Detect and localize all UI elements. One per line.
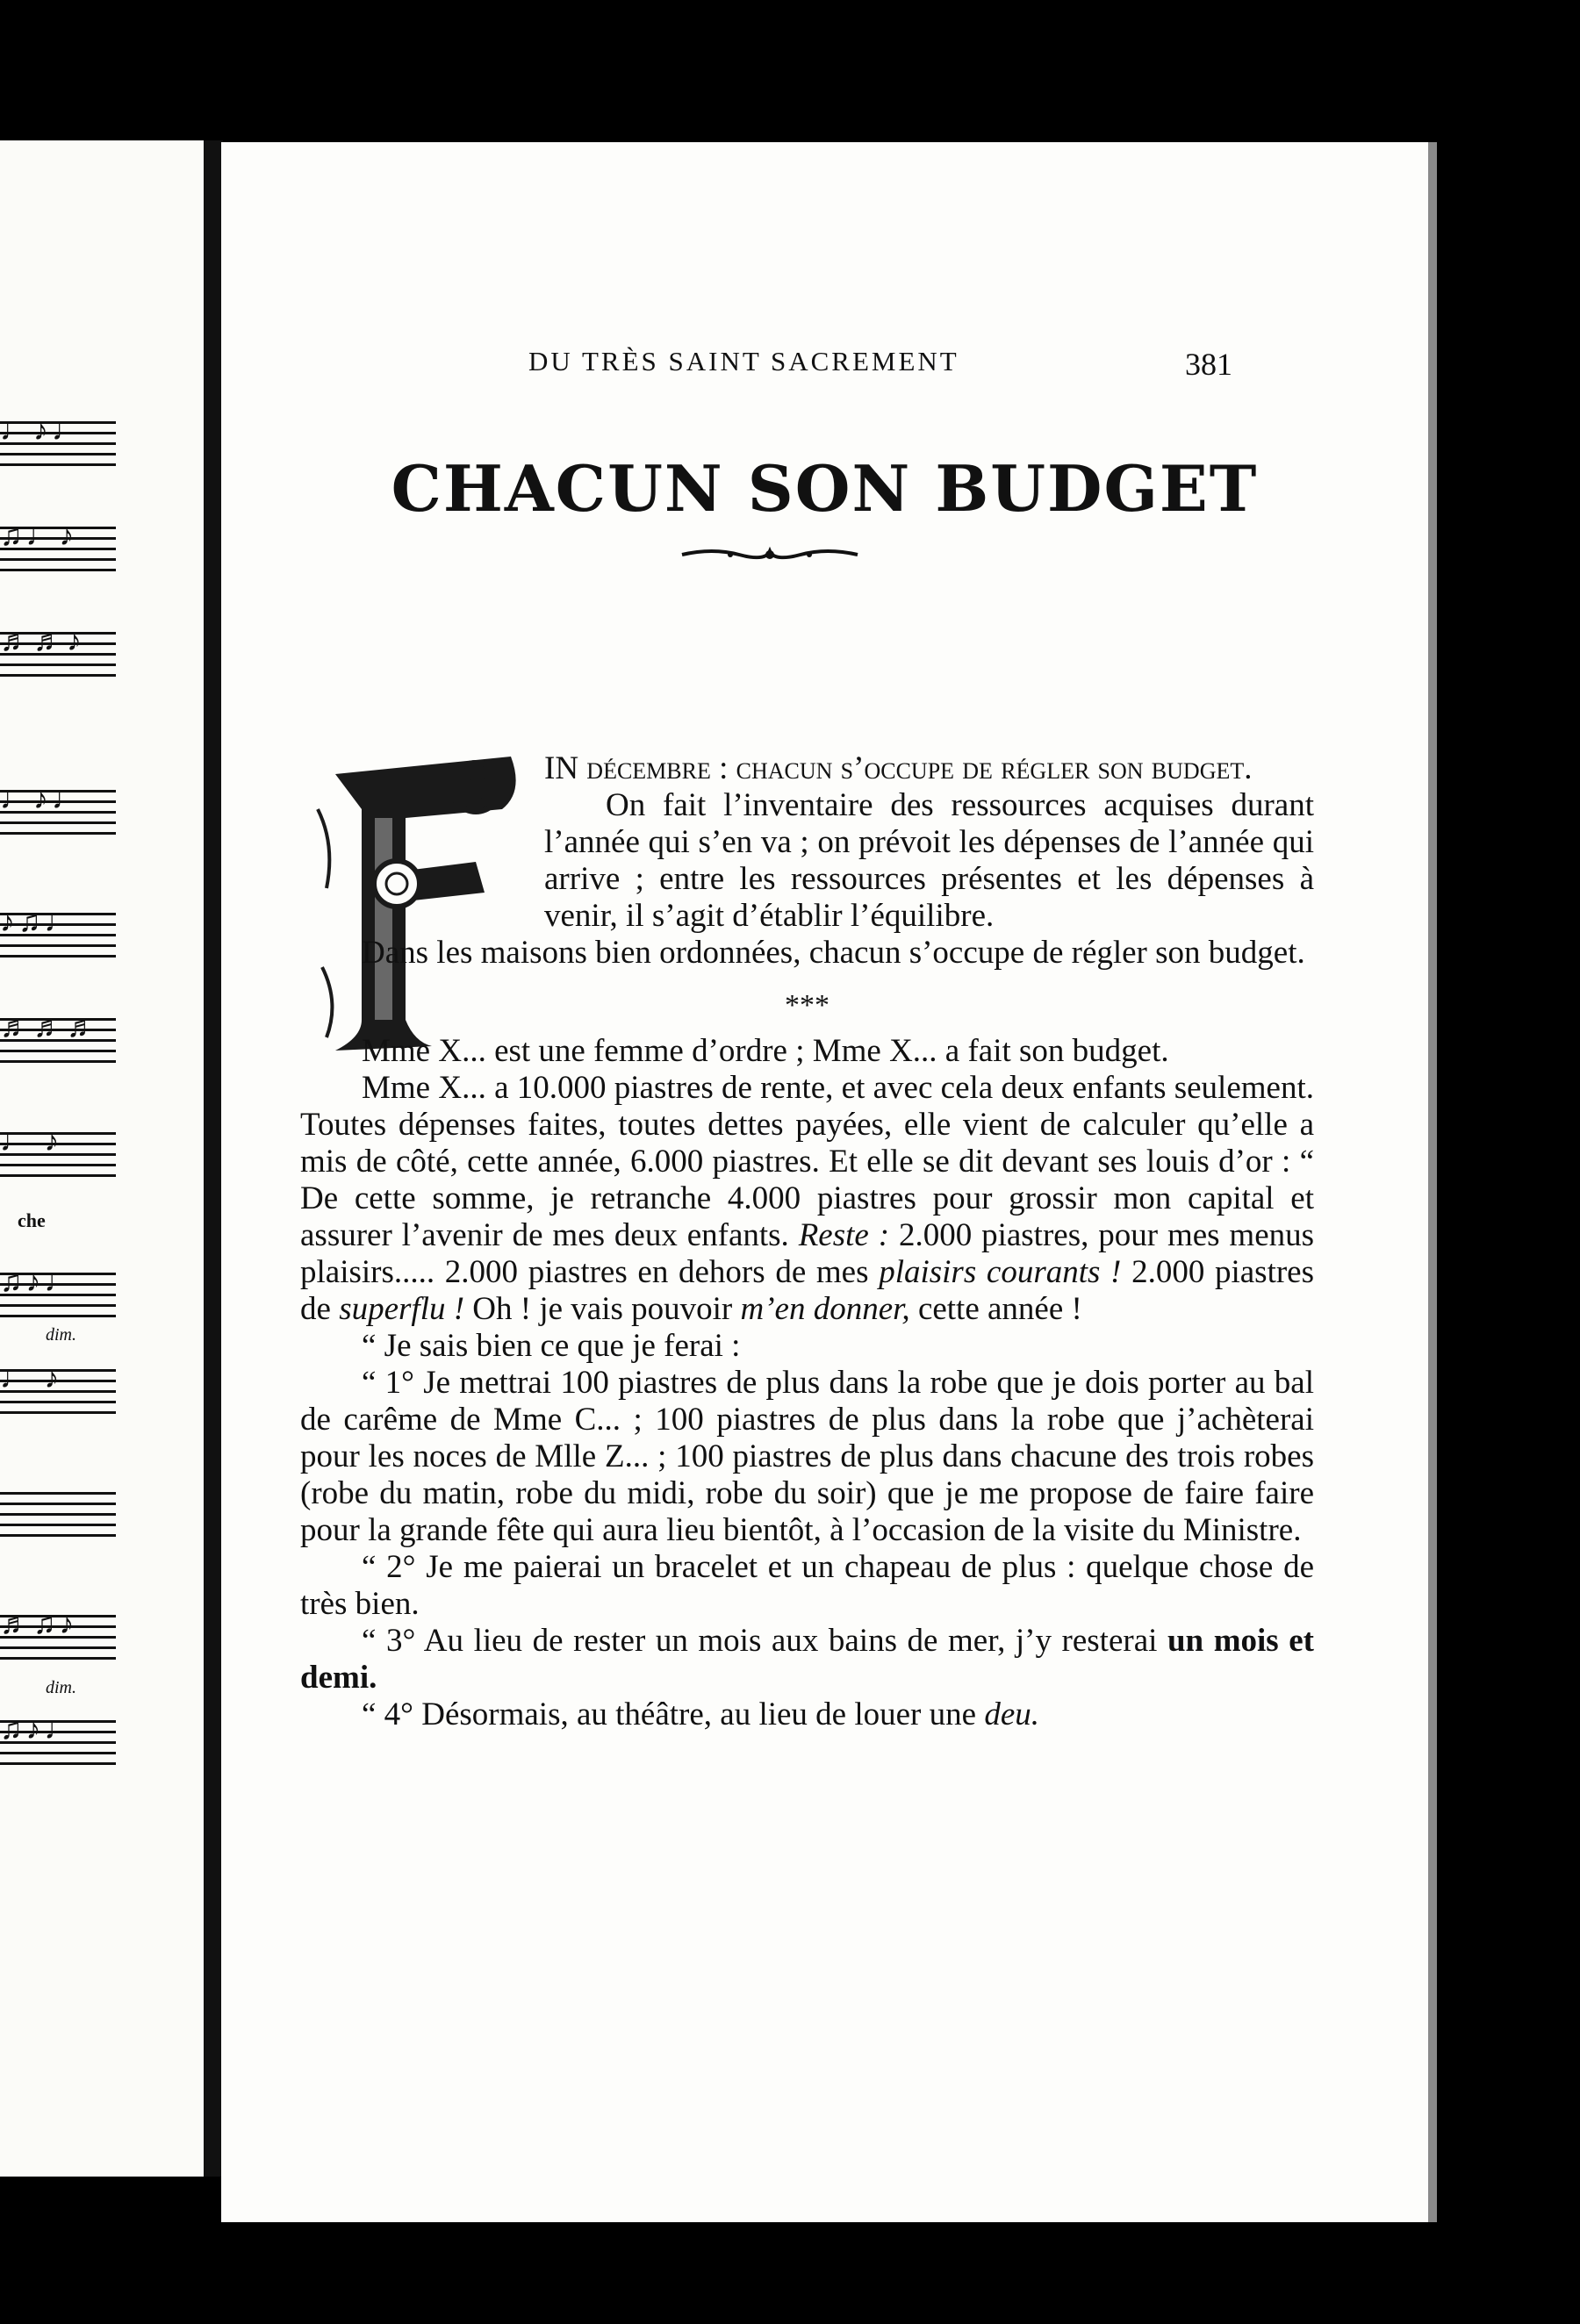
paragraph (300, 1696, 1314, 1733)
paragraph: Mme X... est une femme d’ordre ; Mme X... a fait son budget. (362, 1033, 1169, 1069)
music-staff: ♬♫♪ (0, 1615, 116, 1668)
music-staff: ♬♬♬ (0, 1018, 116, 1071)
book-page (221, 142, 1437, 2222)
text-run: “ 4° Désormais, au théâtre, au lieu de louer une (362, 1696, 977, 1732)
text-run: Oh ! je vais pouvoir (472, 1291, 733, 1327)
music-staff: ♪♫♩ (0, 913, 116, 965)
section-separator: *** (785, 989, 830, 1022)
emphasis: plaisirs courants ! (879, 1254, 1122, 1290)
dynamics-marking: dim. (46, 1678, 76, 1697)
emphasis: Reste : (798, 1217, 890, 1253)
scan-background (1440, 0, 1580, 2324)
paragraph: Dans les maisons bien ordonnées, chacun s’occupe de régler son budget. (362, 935, 1305, 971)
emphasis: m’en donner, (740, 1291, 910, 1327)
paragraph (544, 750, 1314, 787)
paragraph: “ Je sais bien ce que je ferai : (362, 1328, 741, 1364)
text-run: 2.000 piastres de (300, 1254, 1315, 1327)
running-header: DU TRÈS SAINT SACREMENT (528, 346, 959, 377)
facing-page-music-score (0, 140, 204, 2177)
text-run: 2.000 piastres, pour mes menus plaisirs..... 2.000 piastres en dehors de mes (300, 1217, 1315, 1290)
dynamics-marking: dim. (46, 1325, 76, 1345)
chapter-title: CHACUN SON BUDGET (391, 451, 1259, 526)
text-run: “ 3° Au lieu de rester un mois aux bains de mer, j’y resterai (362, 1623, 1158, 1659)
emphasis: superflu ! (339, 1291, 465, 1327)
emphasis: un mois et demi. (300, 1623, 1315, 1696)
music-staff: ♫♪♩ (0, 1720, 116, 1773)
ornament-divider-icon (678, 544, 862, 565)
text-run: cette année ! (917, 1291, 1082, 1327)
music-staff: ♩ ♪ (0, 1132, 116, 1185)
paragraph: “ 2° Je me paierai un bracelet et un chapeau de plus : quelque chose de très bien. (300, 1549, 1314, 1622)
book-gutter (204, 140, 223, 2177)
opening-text: IN décembre : chacun s’occupe de régler son budget. (544, 750, 1253, 786)
paragraph: On fait l’inventaire des ressources acquises durant l’année qui s’en va ; on prévoit les dépenses de l’année qui arrive ; entre les ressources présentes et les dépenses à venir, il s’agit d’établir l’équilibre. (544, 787, 1314, 934)
lyric-fragment: che (18, 1209, 46, 1231)
music-staff: ♩♪♩ (0, 421, 116, 474)
text-run: Mme X... a 10.000 piastres de rente, et avec cela deux enfants seulement. Toutes dépenses faites, toutes dettes payées, elle vient de calculer qu’elle a mis de côté, cette année, 6.000 piastres. Et elle se dit devant ses louis d’or : “ De cette somme, je retranche 4.000 piastres pour grossir mon capital et assurer l’avenir de mes deux enfants. (300, 1070, 1314, 1253)
page-number: 381 (1185, 347, 1232, 382)
music-staff: ♩♪♩ (0, 790, 116, 843)
music-staff: ♫♪♩ (0, 1273, 116, 1325)
paragraph (300, 1070, 1314, 1328)
music-staff: ♫♩♪ (0, 527, 116, 579)
emphasis: deu. (984, 1696, 1039, 1732)
music-staff (0, 1492, 116, 1545)
paragraph (300, 1623, 1314, 1696)
paragraph: “ 1° Je mettrai 100 piastres de plus dans la robe que je dois porter au bal de carême de Mme C... ; 100 piastres de plus dans la robe que j’achèterai pour les noces de Mlle Z... ; 100 piastres de plus dans chacune des trois robes (robe du matin, robe du midi, robe du soir) que je me propose de faire faire pour la grande fête qui aura lieu bientôt, à l’occasion de la visite du Ministre. (300, 1365, 1314, 1548)
body-text (300, 750, 1314, 1733)
music-staff: ♩ ♪ (0, 1369, 116, 1422)
music-staff: ♬♬♪ (0, 632, 116, 685)
